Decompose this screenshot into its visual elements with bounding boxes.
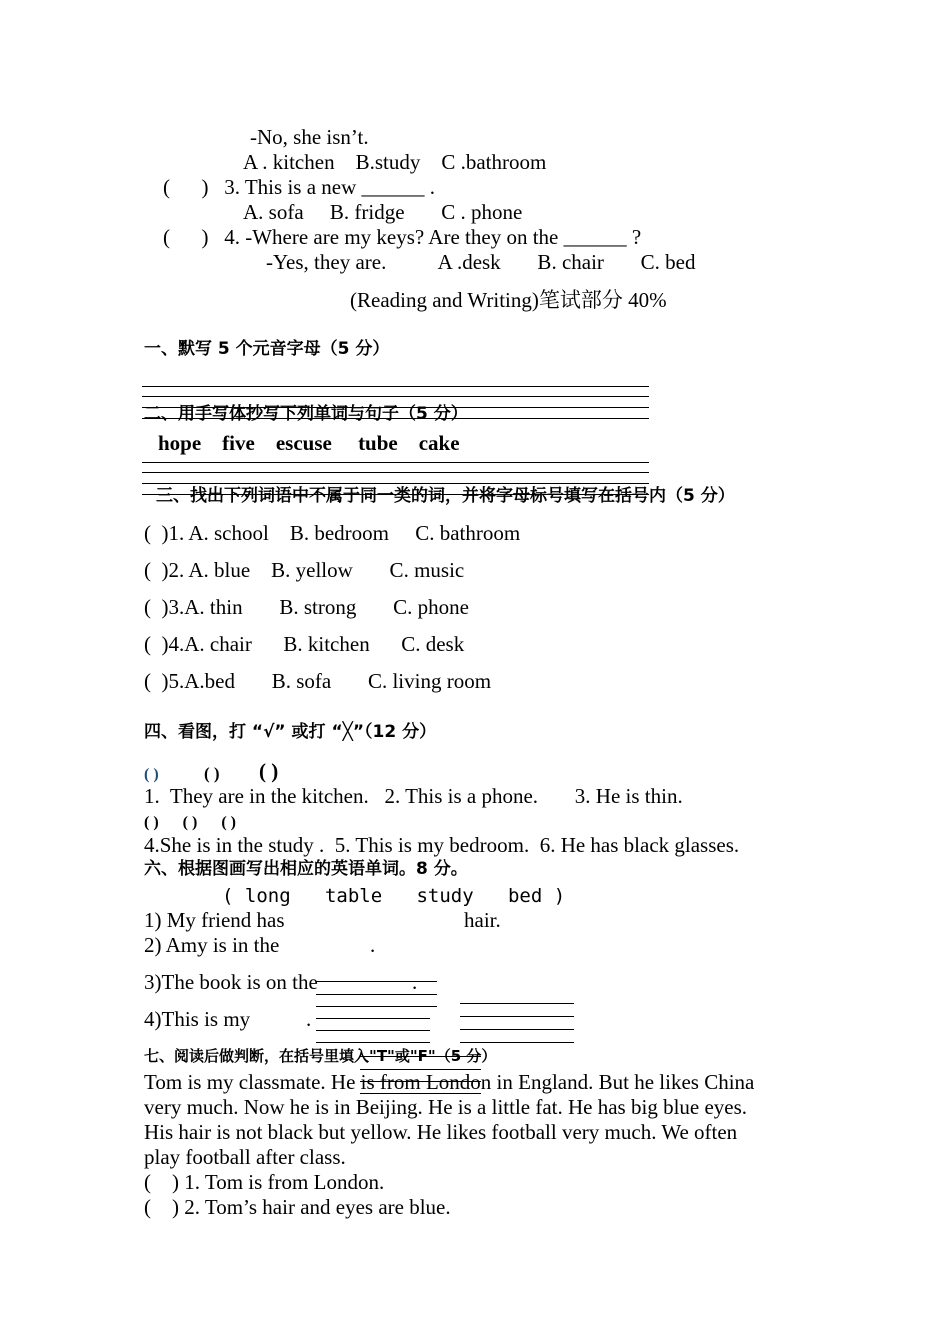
answer-line <box>316 1030 430 1031</box>
answer-line <box>316 1006 437 1007</box>
reading-passage-line: Tom is my classmate. He is from London in England. But he likes China <box>144 1070 755 1094</box>
section-6-title: 六、根据图画写出相应的英语单词。8 分。 <box>144 859 468 879</box>
fill-q1: 1) My friend has <box>144 908 285 932</box>
fill-q4-end: . <box>306 1007 312 1031</box>
answer-line <box>460 1029 574 1030</box>
fill-q4: 4)This is my <box>144 1007 251 1031</box>
statements-row-1: 1. They are in the kitchen. 2. This is a phone. 3. He is thin. <box>144 784 683 808</box>
fill-q2: 2) Amy is in the <box>144 933 280 957</box>
odd-one-out-item: ( )2. A. blue B. yellow C. music <box>144 558 465 582</box>
writing-line <box>142 472 649 473</box>
answer-bracket: ( ) <box>259 759 279 783</box>
written-part-title: (Reading and Writing)笔试部分 40% <box>350 288 667 312</box>
true-false-q2: ( ) 2. Tom’s hair and eyes are blue. <box>144 1195 451 1219</box>
dialog-answer: -No, she isn’t. <box>250 125 369 149</box>
answer-line <box>316 1042 430 1043</box>
options-q3: A. sofa B. fridge C . phone <box>243 200 523 224</box>
odd-one-out-item: ( )3.A. thin B. strong C. phone <box>144 595 469 619</box>
answer-line <box>316 1018 430 1019</box>
writing-line <box>142 396 649 397</box>
answer-bracket: ( ) <box>204 764 220 783</box>
answer-line <box>316 981 437 982</box>
answer-line <box>460 1003 574 1004</box>
odd-one-out-item: ( )5.A.bed B. sofa C. living room <box>144 669 492 693</box>
answer-line <box>316 994 437 995</box>
statements-row-2: 4.She is in the study . 5. This is my bedroom. 6. He has black glasses. <box>144 833 740 857</box>
reading-passage-line: play football after class. <box>144 1145 346 1169</box>
copy-words: hope five escuse tube cake <box>158 431 460 455</box>
odd-one-out-item: ( )4.A. chair B. kitchen C. desk <box>144 632 465 656</box>
answer-line <box>460 1042 574 1043</box>
question-3: ( ) 3. This is a new ______ . <box>163 175 436 199</box>
options-q2: A . kitchen B.study C .bathroom <box>243 150 547 174</box>
fill-q3: 3)The book is on the <box>144 970 318 994</box>
answer-brackets-row-2: ( ) ( ) ( ) <box>144 814 236 831</box>
reading-passage-line: very much. Now he is in Beijing. He is a little fat. He has big blue eyes. <box>144 1095 748 1119</box>
section-3-title: 三、找出下列词语中不属于同一类的词，并将字母标号填写在括号内（5 分） <box>156 486 735 506</box>
odd-one-out-item: ( )1. A. school B. bedroom C. bathroom <box>144 521 521 545</box>
answer-bracket: ( ) <box>144 766 159 783</box>
writing-line <box>142 462 649 463</box>
fill-q1-end: hair. <box>464 908 501 932</box>
fill-q2-end: . <box>370 933 376 957</box>
fill-q3-end: . <box>412 970 418 994</box>
section-1-title: 一、默写 5 个元音字母（5 分） <box>144 339 390 359</box>
section-2-title: 二、用手写体抄写下列单词与句子（5 分） <box>144 404 468 424</box>
section-4-title: 四、看图，打 “√” 或打 “╳”（12 分） <box>144 722 437 742</box>
true-false-q1: ( ) 1. Tom is from London. <box>144 1170 385 1194</box>
question-4-answer-options: -Yes, they are. A .desk B. chair C. bed <box>266 250 696 274</box>
writing-line <box>142 483 649 484</box>
writing-line <box>142 386 649 387</box>
word-bank: ( long table study bed ) <box>222 885 566 907</box>
section-7-title: 七、阅读后做判断，在括号里填入"T"或"F"（5 分） <box>144 1047 497 1065</box>
answer-line <box>460 1016 574 1017</box>
question-4: ( ) 4. -Where are my keys? Are they on the ______ ? <box>163 225 642 249</box>
reading-passage-line: His hair is not black but yellow. He likes football very much. We often <box>144 1120 738 1144</box>
